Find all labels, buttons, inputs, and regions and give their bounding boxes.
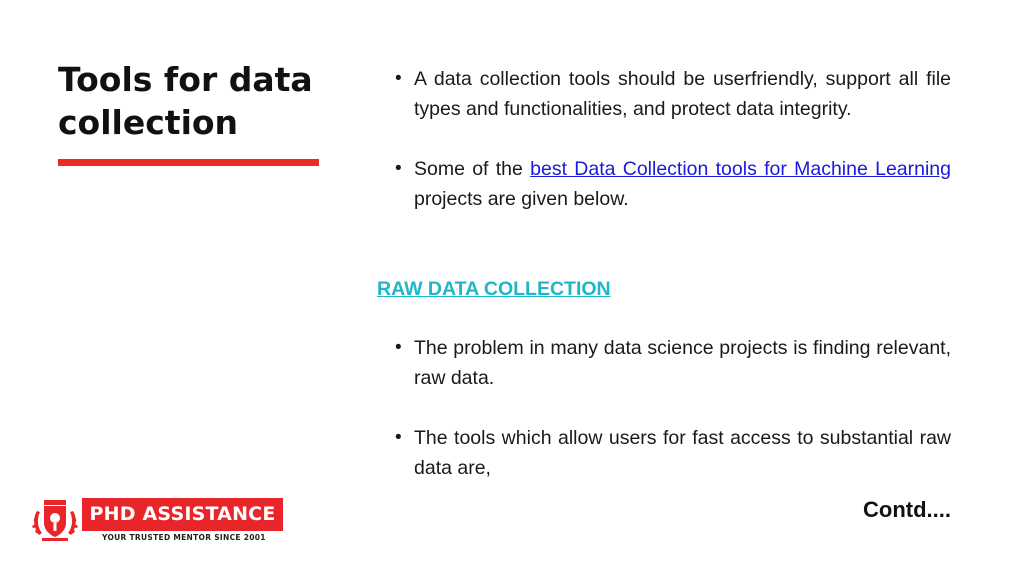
bullet-dot-icon: • — [395, 427, 402, 448]
section-heading-raw-data: RAW DATA COLLECTION — [377, 278, 611, 300]
logo-wordmark: PHD ASSISTANCE — [82, 498, 283, 531]
title-underline-bar — [58, 159, 319, 166]
logo-tagline: YOUR TRUSTED MENTOR SINCE 2001 — [102, 533, 266, 542]
bullet-text-suffix: projects are given below. — [414, 188, 629, 210]
bullet-list-item — [395, 333, 951, 393]
continued-label: Contd.... — [863, 497, 951, 522]
phd-assistance-logo — [30, 497, 276, 545]
bullet-list-item — [395, 154, 951, 214]
bullet-text: A data collection tools should be userfriendly, support all file types and functionalities, and protect data integrity. — [414, 68, 951, 120]
bullet-text: The tools which allow users for fast access to substantial raw data are, — [414, 427, 951, 479]
slide-title: Tools for data collection — [58, 60, 313, 142]
laurel-shield-icon — [30, 497, 80, 545]
bullet-dot-icon: • — [395, 337, 402, 358]
bullet-text-prefix: Some of the — [414, 158, 531, 180]
bullet-list-item — [395, 64, 951, 124]
bullet-text: The problem in many data science projects is finding relevant, raw data. — [414, 337, 951, 389]
ml-tools-link[interactable]: best Data Collection tools for Machine Learning — [530, 158, 951, 180]
bullet-dot-icon: • — [395, 158, 402, 179]
bullet-list-item — [395, 423, 951, 483]
bullet-dot-icon: • — [395, 68, 402, 89]
